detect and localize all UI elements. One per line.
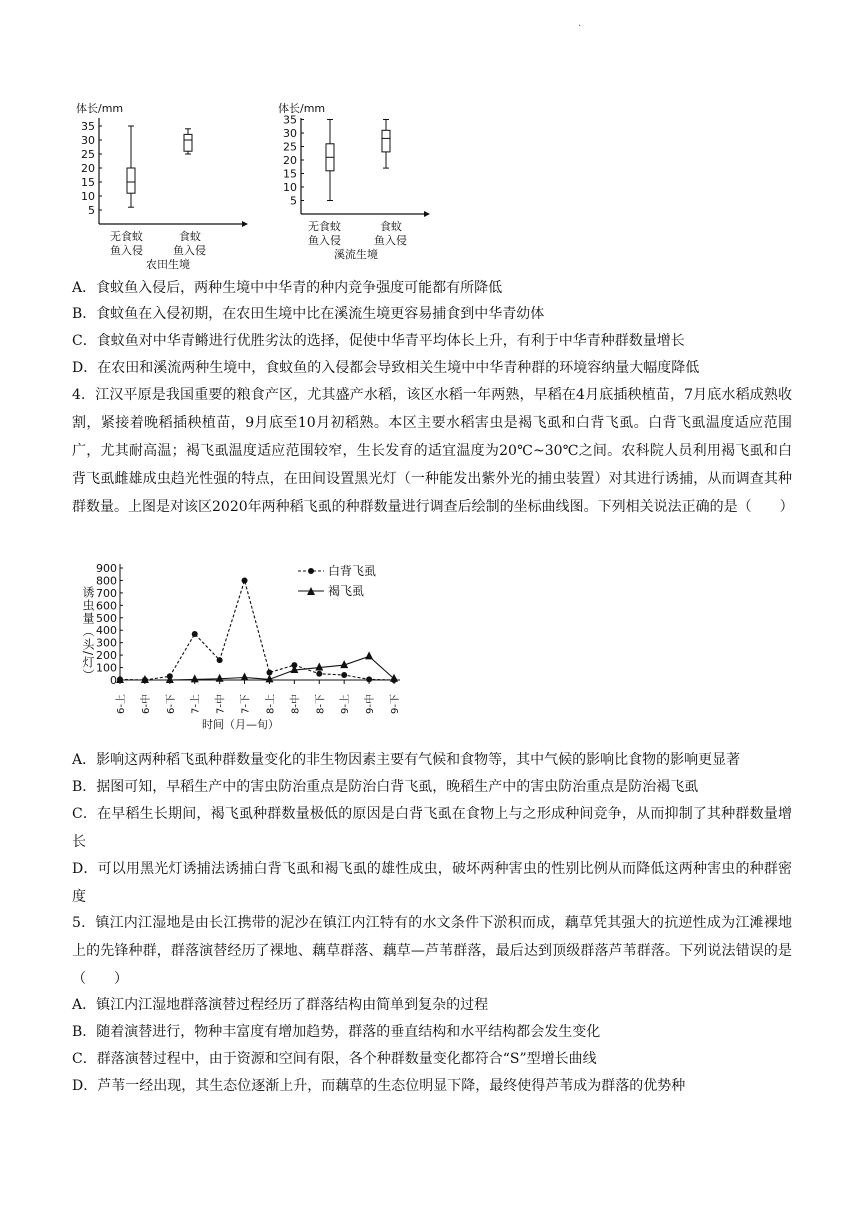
q3-option-c: C．食蚊鱼对中华青鳉进行优胜劣汰的选择，促使中华青平均体长上升，有利于中华青种群数量增长 xyxy=(72,333,685,349)
series-1-point xyxy=(217,657,223,663)
legend-series-2: 褐飞虱 xyxy=(328,584,365,598)
series-2-point xyxy=(241,673,249,681)
line-chart-ytick: 300 xyxy=(96,636,117,650)
farmland-ytick: 10 xyxy=(81,190,95,203)
q3-option-a: A．食蚊鱼入侵后，两种生境中中华青的种内竞争强度可能都有所降低 xyxy=(72,280,503,296)
series-1-point xyxy=(366,676,372,682)
stream-cat2-line1: 食蚊 xyxy=(380,220,402,233)
box-chart-stream xyxy=(278,101,430,261)
q5-option-b: B．随着演替进行，物种丰富度有增加趋势，群落的垂直结构和水平结构都会发生变化 xyxy=(72,1024,601,1040)
line-chart-ylabel: 诱虫量（头/灯） xyxy=(81,586,95,683)
line-chart-ytick: 400 xyxy=(96,624,117,638)
series-2-point xyxy=(315,663,323,671)
series-1-point xyxy=(341,672,347,678)
q4-option-d: D．可以用黑光灯诱捕法诱捕白背飞虱和褐飞虱的雄性成虫，破坏两种害虫的性别比例从而降低这两种害虫的种群密度 xyxy=(72,861,792,905)
stream-ytick: 20 xyxy=(283,154,297,167)
stream-ytick: 25 xyxy=(283,140,297,154)
q5-option-c: C．群落演替过程中，由于资源和空间有限，各个种群数量变化都符合“S”型增长曲线 xyxy=(72,1051,597,1067)
series-1-point xyxy=(192,631,198,637)
line-chart-xtick: 6-下 xyxy=(165,694,177,714)
stream-ytick: 10 xyxy=(283,181,297,194)
line-chart-ytick: 800 xyxy=(96,574,117,588)
series-2-point xyxy=(390,674,398,682)
farmland-cat1-line1: 无食蚊 xyxy=(110,230,143,243)
line-chart-xtick: 9-下 xyxy=(390,694,401,714)
line-chart-xtick: 8-中 xyxy=(290,694,302,714)
line-chart-xtick: 6-中 xyxy=(140,694,152,714)
series-1-point xyxy=(316,671,322,677)
stream-ytick: 15 xyxy=(283,167,297,181)
line-chart-xtick: 9-上 xyxy=(340,694,352,714)
farmland-ytick: 25 xyxy=(81,148,95,161)
line-chart-xtick: 9-中 xyxy=(365,694,377,714)
q5-option-a: A．镇江内江湿地群落演替过程经历了群落结构由简单到复杂的过程 xyxy=(72,997,489,1013)
farmland-cat2-line1: 食蚊 xyxy=(179,230,201,243)
stream-ytick: 30 xyxy=(283,127,297,140)
series-2-point xyxy=(191,674,199,682)
line-chart-xlabel: 时间（月—旬） xyxy=(202,718,279,731)
farmland-ytick: 15 xyxy=(81,176,95,189)
line-chart-ytick: 600 xyxy=(96,599,117,613)
farmland-ytick: 30 xyxy=(81,134,95,147)
stream-caption: 溪流生境 xyxy=(334,248,378,261)
stream-ytick: 35 xyxy=(283,113,297,127)
q5-option-d: D．芦苇一经出现，其生态位逐渐上升，而藕草的生态位明显下降，最终使得芦苇成为群落的优势种 xyxy=(72,1078,686,1094)
box-chart-farmland xyxy=(76,101,248,270)
line-chart-ytick: 700 xyxy=(96,586,117,600)
line-chart-xtick: 7-上 xyxy=(190,694,202,714)
farmland-ytick: 35 xyxy=(81,120,95,133)
farmland-box xyxy=(127,126,135,207)
series-1-point xyxy=(242,577,248,583)
line-chart-xtick: 7-下 xyxy=(240,694,252,714)
q4-stem: 4．江汉平原是我国重要的粮食产区，尤其盛产水稻，该区水稻一年两熟，早稻在4月底插秧植苗，7月底水稻成熟收割，紧接着晚稻插秧植苗，9月底至10月初稻熟。本区主要水稻害虫是褐飞虱和白背飞虱。白背飞虱温度适应范围广，尤其耐高温；褐飞虱温度适应范围较窄，生长发育的适宜温度为20℃~30℃之间。农科院人员利用褐飞虱和白背飞虱雌雄成虫趋光性强的特点，在田间设置黑光灯（一种能发出紫外光的捕虫装置）对其进行诱捕，从而调查其种群数量。上图是对该区2020年两种稻飞虱的种群数量进行调查后绘制的坐标曲线图。下列相关说法正确的是（ ） xyxy=(72,387,794,515)
stream-cat1-line2: 鱼入侵 xyxy=(308,234,341,247)
line-chart-ytick: 900 xyxy=(96,562,117,575)
line-chart-xtick: 7-中 xyxy=(215,694,227,714)
farmland-cat2-line2: 鱼入侵 xyxy=(173,244,206,257)
stream-box xyxy=(326,120,334,201)
line-chart-ytick: 500 xyxy=(96,611,117,625)
farmland-ytick: 20 xyxy=(81,162,95,175)
box-chart-farmland-ylabel: 体长/mm xyxy=(76,102,124,115)
farmland-caption: 农田生境 xyxy=(146,258,190,270)
q4-option-a: A．影响这两种稻飞虱种群数量变化的非生物因素主要有气候和食物等，其中气候的影响比食物的影响更显著 xyxy=(72,752,741,768)
planthopper-line-chart xyxy=(72,556,412,746)
q4-option-c: C．在早稻生长期间，褐飞虱种群数量极低的原因是白背飞虱在食物上与之形成种间竞争，从而抑制了其种群数量增长 xyxy=(72,806,792,850)
line-chart-ytick: 200 xyxy=(96,649,117,663)
line-chart-ytick: 100 xyxy=(96,661,117,675)
header-mark: . xyxy=(578,18,582,29)
stream-cat1-line1: 无食蚊 xyxy=(308,220,341,233)
series-2-point xyxy=(216,674,224,682)
farmland-ytick: 5 xyxy=(88,204,95,217)
line-chart-xtick: 8-下 xyxy=(315,694,327,714)
line-chart-ytick: 0 xyxy=(110,674,117,687)
box-plots-figure xyxy=(72,90,432,270)
q5-stem: 5．镇江内江湿地是由长江携带的泥沙在镇江内江特有的水文条件下淤积而成，藕草凭其强大的抗逆性成为江滩裸地上的先锋种群，群落演替经历了裸地、藕草群落、藕草—芦苇群落，最后达到顶级群落芦苇群落。下列说法错误的是（ ） xyxy=(72,915,792,987)
q4-option-b: B．据图可知，早稻生产中的害虫防治重点是防治白背飞虱，晚稻生产中的害虫防治重点是防治褐飞虱 xyxy=(72,779,699,795)
stream-box xyxy=(382,120,390,169)
farmland-cat1-line2: 鱼入侵 xyxy=(110,244,143,257)
stream-cat2-line2: 鱼入侵 xyxy=(374,234,407,247)
stream-ytick: 5 xyxy=(290,194,297,208)
line-chart-xtick: 6-上 xyxy=(116,694,127,714)
line-chart-legend xyxy=(298,563,376,598)
q3-option-d: D．在农田和溪流两种生境中，食蚊鱼的入侵都会导致相关生境中中华青种群的环境容纳量大幅度降低 xyxy=(72,360,700,376)
box-chart-stream-ylabel: 体长/mm xyxy=(278,102,326,115)
series-2-point xyxy=(365,651,373,659)
line-chart-xtick: 8-上 xyxy=(265,694,277,714)
legend-series-1: 白背飞虱 xyxy=(328,564,377,578)
farmland-box xyxy=(184,129,192,154)
q3-option-b: B．食蚊鱼在入侵初期，在农田生境中比在溪流生境更容易捕食到中华青幼体 xyxy=(72,306,545,322)
